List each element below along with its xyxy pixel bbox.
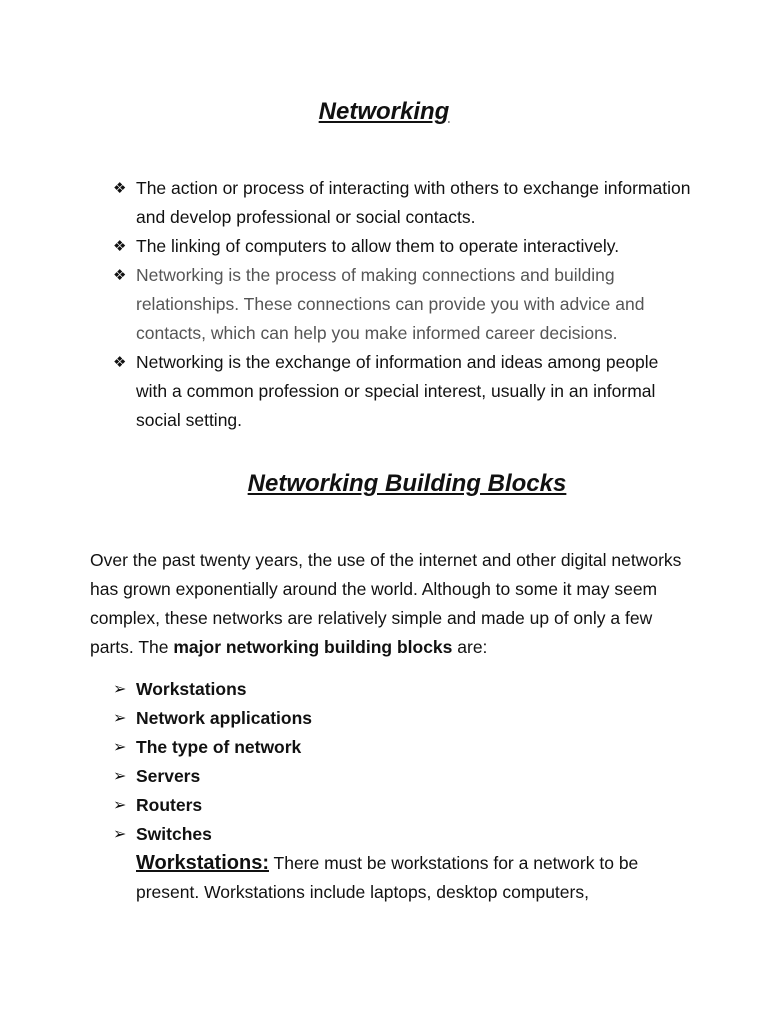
arrow-bullet-icon: ➢: [113, 739, 127, 756]
list-item: [113, 348, 693, 435]
definition-text: The linking of computers to allow them to operate interactively.: [136, 236, 620, 256]
definition-text: The action or process of interacting with others to exchange information and develop professional or social contacts.: [136, 178, 691, 227]
list-item: [113, 232, 693, 261]
page-title: Networking: [318, 98, 450, 125]
building-block-label: Servers: [136, 766, 201, 786]
list-item: [113, 733, 312, 762]
section-title: Networking Building Blocks: [247, 470, 567, 497]
list-item: [113, 820, 312, 849]
intro-bold-text: major networking building blocks: [173, 637, 453, 657]
workstations-heading: Workstations:: [136, 852, 269, 874]
arrow-bullet-icon: ➢: [113, 797, 127, 814]
building-blocks-list: [113, 675, 312, 849]
workstations-paragraph: [136, 849, 696, 907]
arrow-bullet-icon: ➢: [113, 710, 127, 727]
building-block-label: The type of network: [136, 737, 302, 757]
building-block-label: Workstations: [136, 679, 247, 699]
diamond-bullet-icon: ❖: [113, 238, 127, 255]
list-item: [113, 762, 312, 791]
list-item: [113, 704, 312, 733]
arrow-bullet-icon: ➢: [113, 681, 127, 698]
diamond-bullet-icon: ❖: [113, 354, 127, 371]
definition-text: Networking is the exchange of information and ideas among people with a common profession or special interest, usually in an informal social setting.: [136, 352, 659, 430]
building-block-label: Routers: [136, 795, 203, 815]
intro-paragraph: [90, 546, 700, 662]
arrow-bullet-icon: ➢: [113, 768, 127, 785]
intro-tail-text: are:: [452, 637, 488, 657]
definition-list: [113, 174, 693, 435]
diamond-bullet-icon: ❖: [113, 180, 127, 197]
list-item: [113, 261, 693, 348]
list-item: [113, 174, 693, 232]
diamond-bullet-icon: ❖: [113, 267, 127, 284]
building-block-label: Switches: [136, 824, 212, 844]
list-item: [113, 791, 312, 820]
workstations-text: There must be workstations for a network to be present. Workstations include laptops, desktop computers,: [136, 853, 639, 902]
arrow-bullet-icon: ➢: [113, 826, 127, 843]
list-item: [113, 675, 312, 704]
definition-text: Networking is the process of making connections and building relationships. These connections can provide you with advice and contacts, which can help you make informed career decisions.: [136, 265, 645, 343]
intro-text: Over the past twenty years, the use of the internet and other digital networks has grown exponentially around the world. Although to some it may seem complex, these networks are relatively simple and made up of only a few parts. The: [90, 550, 682, 657]
building-block-label: Network applications: [136, 708, 313, 728]
